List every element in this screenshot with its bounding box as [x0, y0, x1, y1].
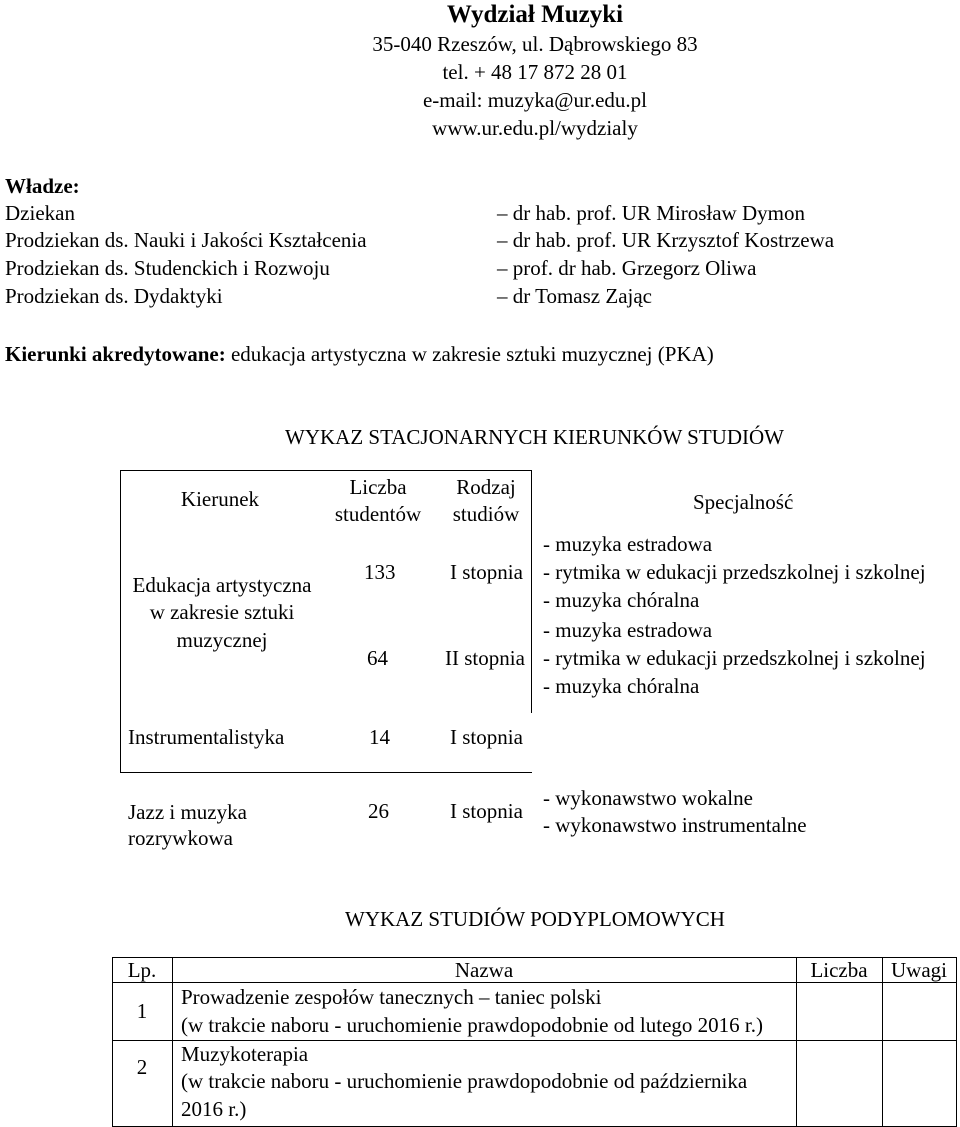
row-lp: 1	[136, 999, 148, 1023]
postgrad-note: 2016 r.)	[181, 1097, 247, 1121]
student-count: 14	[369, 725, 390, 749]
student-count: 26	[368, 799, 389, 823]
authorities-heading: Władze:	[5, 174, 80, 198]
col-kierunek: Kierunek	[180, 487, 260, 511]
postgrad-name: Muzykoterapia	[181, 1042, 309, 1066]
authority-entry	[497, 203, 805, 224]
accredited-text: edukacja artystyczna w zakresie sztuki muzycznej (PKA)	[230, 342, 714, 366]
study-level: I stopnia	[450, 560, 523, 584]
postgrad-note: (w trakcie naboru - uruchomienie prawdopodobnie od października	[181, 1069, 748, 1093]
postgraduate-heading: WYKAZ STUDIÓW PODYPLOMOWYCH	[345, 907, 725, 931]
student-count: 64	[367, 646, 388, 670]
study-level: I stopnia	[450, 799, 523, 823]
faculty-website: www.ur.edu.pl/wydzialy	[432, 116, 638, 140]
dash: –	[497, 201, 508, 225]
authority-role: Prodziekan ds. Nauki i Jakości Kształcenia	[5, 228, 367, 252]
authority-role: Dziekan	[5, 201, 75, 225]
postgrad-name: Prowadzenie zespołów tanecznych – taniec polski	[181, 985, 602, 1009]
program-name: Jazz i muzyka	[128, 800, 247, 824]
specialty: - muzyka estradowa	[543, 618, 713, 642]
specialty: - muzyka chóralna	[543, 588, 700, 612]
postgrad-note: (w trakcie naboru - uruchomienie prawdopodobnie od lutego 2016 r.)	[181, 1013, 764, 1037]
faculty-phone: tel. + 48 17 872 28 01	[442, 60, 628, 84]
faculty-title: Wydział Muzyki	[446, 1, 624, 28]
row-lp: 2	[136, 1055, 148, 1079]
col-nazwa: Nazwa	[454, 958, 514, 982]
dash: –	[497, 228, 508, 252]
program-name: Instrumentalistyka	[128, 725, 285, 749]
accredited-line	[5, 344, 714, 365]
specialty: - wykonawstwo wokalne	[543, 786, 753, 810]
authority-entry	[497, 286, 652, 307]
dash: –	[497, 284, 508, 308]
authority-role: Prodziekan ds. Studenckich i Rozwoju	[5, 256, 330, 280]
program-name: w zakresie sztuki	[149, 600, 295, 624]
faculty-header	[0, 0, 960, 142]
authority-name: dr hab. prof. UR Mirosław Dymon	[512, 201, 805, 225]
program-name: muzycznej	[176, 628, 268, 652]
authority-name: prof. dr hab. Grzegorz Oliwa	[512, 256, 757, 280]
study-level: I stopnia	[450, 725, 523, 749]
col-rodzaj: Rodzaj	[456, 475, 516, 499]
col-lp: Lp.	[127, 958, 157, 982]
specialty: - muzyka chóralna	[543, 674, 700, 698]
faculty-email: e-mail: muzyka@ur.edu.pl	[422, 88, 648, 112]
col-liczba-2: studentów	[334, 502, 422, 526]
stationary-heading: WYKAZ STACJONARNYCH KIERUNKÓW STUDIÓW	[285, 425, 784, 449]
col-uwagi: Uwagi	[891, 958, 947, 982]
col-rodzaj-2: studiów	[452, 502, 520, 526]
authority-role: Prodziekan ds. Dydaktyki	[5, 284, 223, 308]
authority-entry	[497, 258, 757, 279]
student-count: 133	[364, 560, 396, 584]
program-name: Edukacja artystyczna	[132, 573, 312, 597]
accredited-label: Kierunki akredytowane:	[5, 342, 226, 366]
specialty: - rytmika w edukacji przedszkolnej i szkolnej	[543, 560, 926, 584]
dash: –	[497, 256, 508, 280]
study-level: II stopnia	[445, 646, 525, 670]
col-specjalnosc: Specjalność	[693, 490, 794, 514]
authority-name: dr Tomasz Zając	[512, 284, 652, 308]
specialty: - wykonawstwo instrumentalne	[543, 813, 807, 837]
authority-entry	[497, 230, 834, 251]
specialty: - muzyka estradowa	[543, 532, 713, 556]
faculty-address: 35-040 Rzeszów, ul. Dąbrowskiego 83	[372, 32, 698, 56]
specialty: - rytmika w edukacji przedszkolnej i szkolnej	[543, 646, 926, 670]
authority-name: dr hab. prof. UR Krzysztof Kostrzewa	[512, 228, 835, 252]
col-liczba: Liczba	[810, 958, 868, 982]
col-liczba: Liczba	[349, 475, 407, 499]
program-name: rozrywkowa	[128, 826, 233, 850]
